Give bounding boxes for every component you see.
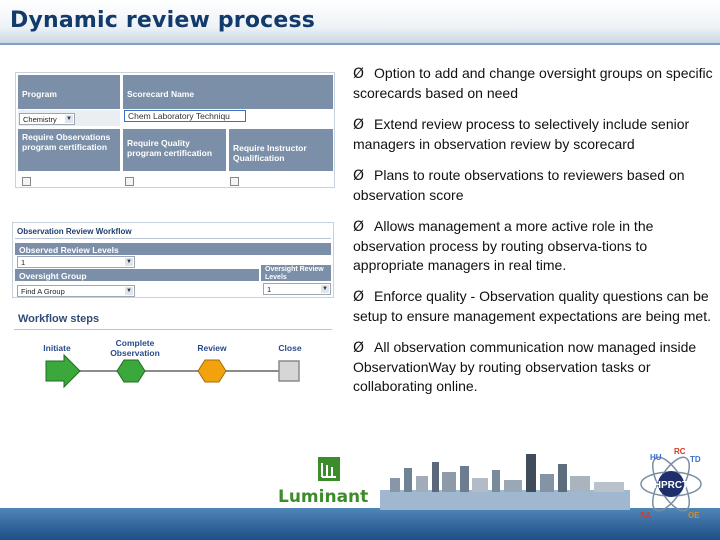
require-observations-header: Require Observations program certification [18, 129, 120, 171]
observed-review-levels-select[interactable] [17, 256, 135, 268]
bullet-marker: Ø [353, 117, 365, 133]
title-bar [0, 0, 720, 44]
bullet-item: Ø Option to add and change oversight groups on specific scorecards based on need [353, 65, 713, 101]
oversight-review-levels-select[interactable] [263, 283, 331, 295]
chevron-down-icon: ▼ [126, 259, 132, 265]
bullet-item: Ø Plans to route observations to reviewers based on observation score [353, 167, 685, 203]
hprct-logo [636, 444, 706, 520]
require-quality-checkbox[interactable] [125, 177, 134, 186]
step-label-review: Review [197, 343, 227, 353]
bullet-marker: Ø [353, 168, 365, 184]
workflow-panel-divider [15, 238, 331, 239]
bullet-list [353, 64, 715, 408]
program-select[interactable] [19, 113, 75, 125]
program-select-value: Chemistry [23, 115, 57, 124]
observed-review-levels-value: 1 [21, 258, 26, 267]
bullet-item: Ø Allows management a more active role in the observation process by routing observa-tions to appropriate managers in real time. [353, 218, 654, 273]
require-instructor-checkbox[interactable] [230, 177, 239, 186]
footer-band [0, 508, 720, 540]
workflow-steps-divider [14, 329, 332, 330]
require-instructor-header: Require Instructor Qualification [229, 129, 333, 171]
oversight-review-levels-header: Oversight Review Levels [261, 265, 331, 281]
bullet-marker: Ø [353, 289, 365, 305]
oversight-group-header: Oversight Group [15, 269, 259, 281]
scorecard-name-input[interactable]: Chem Laboratory Techniqu [124, 110, 246, 122]
observed-review-levels-header: Observed Review Levels [15, 243, 331, 255]
city-skyline-image [380, 450, 630, 510]
workflow-panel-title: Observation Review Workflow [17, 227, 132, 236]
hprct-hu: HU [650, 453, 662, 462]
complete-observation-hexagon-icon [117, 360, 145, 382]
require-quality-header: Require Quality program certification [123, 129, 226, 171]
hprct-td: TD [690, 455, 701, 464]
workflow-steps-diagram [14, 353, 344, 393]
observation-review-workflow-panel [12, 222, 334, 298]
hprct-oe: OE [688, 511, 700, 520]
bullet-marker: Ø [353, 340, 365, 356]
bullet-item: Ø All observation communication now managed inside ObservationWay by routing observation tasks or collaborating online. [353, 339, 697, 394]
require-observations-checkbox[interactable] [22, 177, 31, 186]
luminant-wordmark: Luminant [278, 487, 369, 507]
chevron-down-icon: ▼ [66, 116, 72, 122]
scorecard-panel [15, 72, 335, 188]
hprct-rc: RC [674, 447, 686, 456]
page-title: Dynamic review process [10, 8, 316, 33]
bullet-item: Ø Enforce quality - Observation quality questions can be setup to ensure management expectations are being met. [353, 288, 711, 324]
bullet-marker: Ø [353, 219, 365, 235]
hprct-sa: SA [640, 511, 652, 520]
scorecard-name-header: Scorecard Name [123, 75, 333, 109]
step-label-initiate: Initiate [43, 343, 71, 353]
initiate-arrow-icon [46, 355, 80, 387]
bullet-item: Ø Extend review process to selectively include senior managers in observation review by scorecard [353, 116, 690, 152]
oversight-review-levels-value: 1 [267, 285, 272, 294]
chevron-down-icon: ▼ [322, 286, 328, 292]
chevron-down-icon: ▼ [126, 288, 132, 294]
hprct-label: HPRCT [653, 480, 689, 491]
oversight-group-select[interactable] [17, 285, 135, 297]
title-divider [0, 43, 720, 45]
review-hexagon-icon [198, 360, 226, 382]
program-header: Program [18, 75, 120, 109]
step-label-complete-observation: Complete Observation [110, 338, 160, 358]
step-label-close: Close [278, 343, 302, 353]
workflow-steps-title: Workflow steps [18, 313, 100, 325]
close-square-icon [279, 361, 299, 381]
bullet-marker: Ø [353, 66, 365, 82]
oversight-group-value: Find A Group [21, 287, 65, 296]
